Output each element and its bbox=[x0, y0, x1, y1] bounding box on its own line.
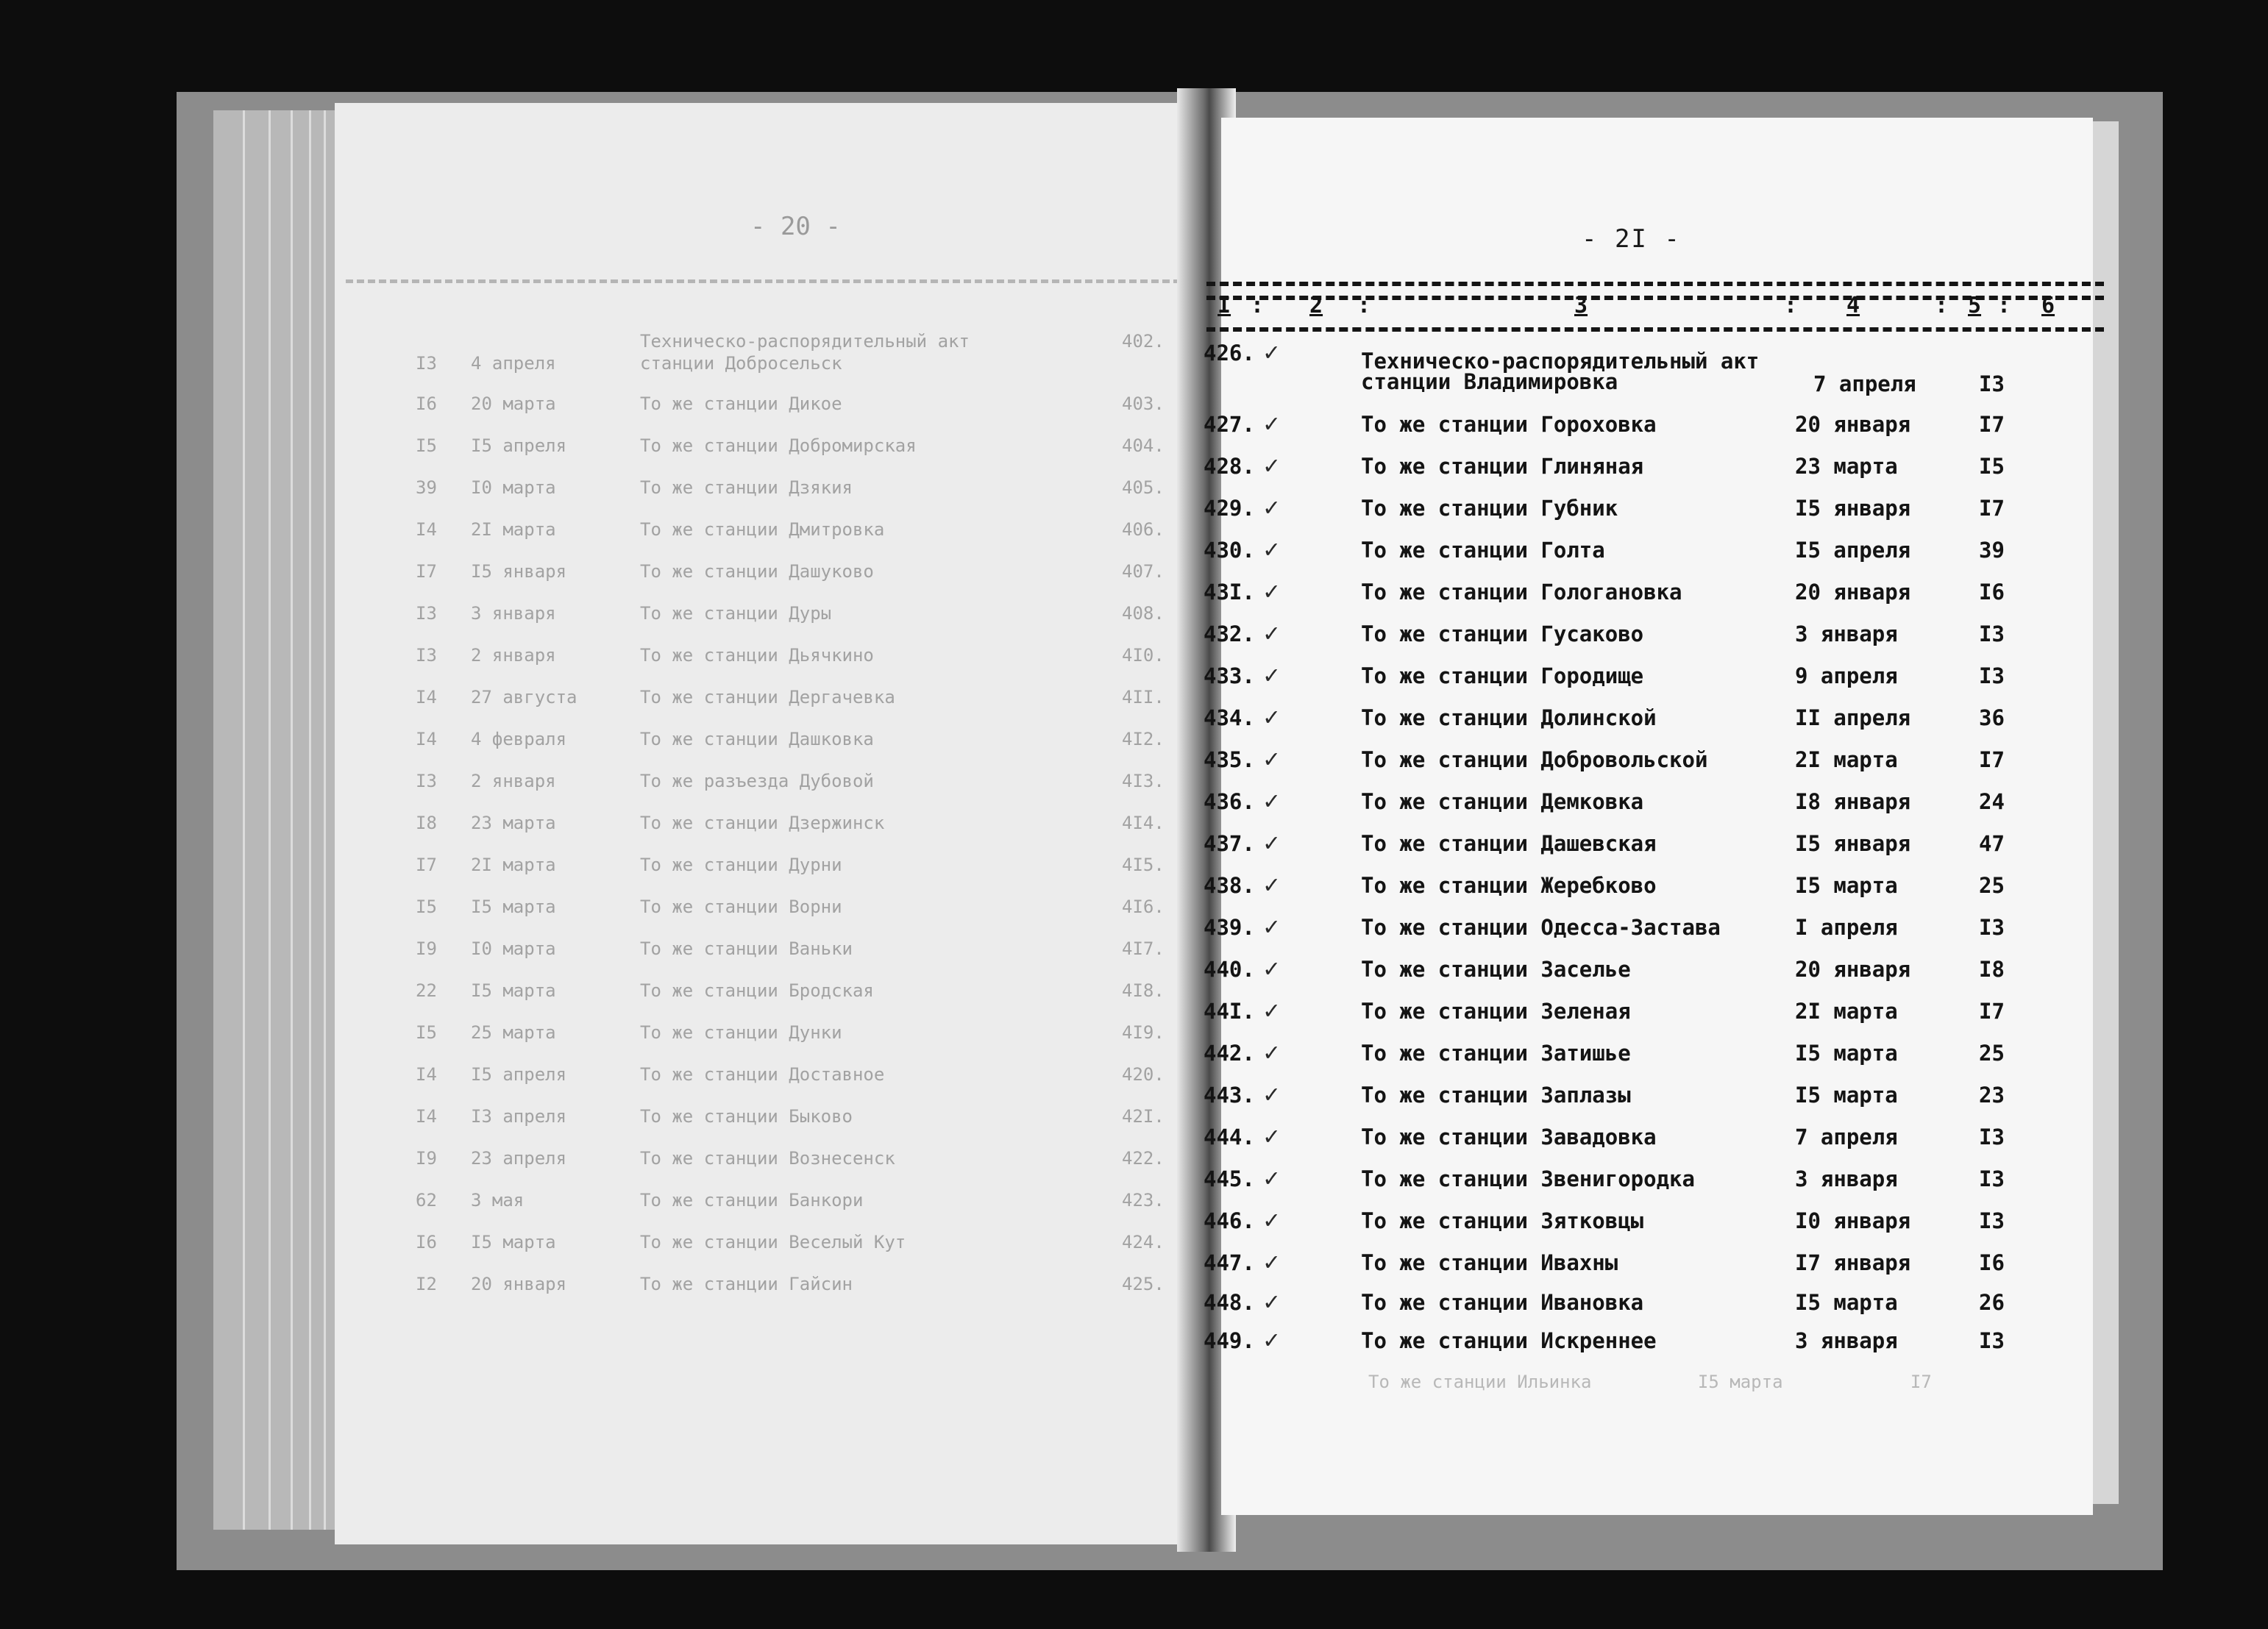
table-row bbox=[0, 451, 2268, 491]
row-date: 23 марта bbox=[1795, 454, 1898, 479]
ghost-row: 403. То же станции Дикое 20 марта I6 bbox=[416, 393, 1165, 414]
row-number: 437. bbox=[1204, 831, 1255, 856]
column-header: 3 bbox=[1574, 293, 1588, 318]
checkmark-icon: ✓ bbox=[1264, 996, 1279, 1025]
row-count: I6 bbox=[1979, 1250, 2005, 1275]
ghost-row: 4I9. То же станции Дунки 25 марта I5 bbox=[416, 1022, 1165, 1043]
row-date: 9 апреля bbox=[1795, 663, 1898, 688]
table-row bbox=[0, 409, 2268, 449]
ghost-row: 422. То же станции Вознесенск 23 апреля I9 bbox=[416, 1148, 1165, 1169]
checkmark-icon: ✓ bbox=[1264, 493, 1279, 522]
row-number: 446. bbox=[1204, 1208, 1255, 1233]
row-number: 445. bbox=[1204, 1166, 1255, 1191]
row-number: 430. bbox=[1204, 538, 1255, 563]
row-title: То же станции Завадовка bbox=[1361, 1124, 1657, 1149]
ghost-row: 423. То же станции Банкори 3 мая 62 bbox=[416, 1190, 1165, 1211]
row-count: I3 bbox=[1979, 1124, 2005, 1149]
row-title: То же станции Дашевская bbox=[1361, 831, 1657, 856]
checkmark-icon: ✓ bbox=[1264, 1122, 1279, 1151]
table-row bbox=[0, 1247, 2268, 1287]
row-title: То же станции Гусаково bbox=[1361, 621, 1644, 646]
row-number: 44I. bbox=[1204, 999, 1255, 1024]
row-title: То же станции Голта bbox=[1361, 538, 1605, 563]
next-page-bleed-through: То же станции Ильинка I5 марта I7 bbox=[1368, 1372, 1932, 1392]
row-date: II апреля bbox=[1795, 705, 1911, 730]
checkmark-icon: ✓ bbox=[1264, 702, 1279, 732]
row-count: I3 bbox=[1979, 663, 2005, 688]
row-date: 20 января bbox=[1795, 580, 1911, 605]
row-title: То же станции Искреннее bbox=[1361, 1328, 1657, 1353]
row-title: То же станции Заселье bbox=[1361, 957, 1631, 982]
ghost-row: 405. То же станции Дзякия I0 марта 39 bbox=[416, 477, 1165, 498]
row-date: 7 апреля bbox=[1795, 1124, 1898, 1149]
row-count: I8 bbox=[1979, 957, 2005, 982]
row-date: I5 января bbox=[1795, 831, 1911, 856]
row-title: То же станции Затишье bbox=[1361, 1041, 1631, 1066]
checkmark-icon: ✓ bbox=[1264, 577, 1279, 606]
checkmark-icon: ✓ bbox=[1264, 1163, 1279, 1193]
checkmark-icon: ✓ bbox=[1264, 954, 1279, 983]
row-date: 20 января bbox=[1795, 412, 1911, 437]
table-row bbox=[0, 621, 2268, 658]
row-date: I7 января bbox=[1795, 1250, 1911, 1275]
row-title: То же станции Зятковцы bbox=[1361, 1208, 1644, 1233]
row-number: 428. bbox=[1204, 454, 1255, 479]
row-date: I5 января bbox=[1795, 496, 1911, 521]
row-date: 2I марта bbox=[1795, 999, 1898, 1024]
row-title: То же станции Глиняная bbox=[1361, 454, 1644, 479]
table-row bbox=[0, 1080, 2268, 1119]
row-title: То же станции Ивановка bbox=[1361, 1290, 1644, 1315]
column-header: 6 bbox=[2041, 293, 2055, 318]
table-row bbox=[0, 912, 2268, 952]
checkmark-icon: ✓ bbox=[1264, 409, 1279, 438]
page-number: - 2I - bbox=[1582, 224, 1681, 254]
ghost-row: 4I8. То же станции Бродская I5 марта 22 bbox=[416, 980, 1165, 1001]
table-row bbox=[0, 660, 2268, 700]
row-title: То же станции Гороховка bbox=[1361, 412, 1657, 437]
column-separator: : bbox=[1357, 293, 1371, 318]
row-number: 447. bbox=[1204, 1250, 1255, 1275]
row-number: 444. bbox=[1204, 1124, 1255, 1149]
ghost-row: 4I5. То же станции Дурни 2I марта I7 bbox=[416, 855, 1165, 875]
ghost-row: 4I7. То же станции Ваньки I0 марта I9 bbox=[416, 938, 1165, 959]
ghost-row: 406. То же станции Дмитровка 2I марта I4 bbox=[416, 519, 1165, 540]
row-date: 7 апреля bbox=[1813, 371, 1916, 396]
table-row bbox=[0, 1325, 2268, 1365]
row-number: 432. bbox=[1204, 621, 1255, 646]
row-number: 43I. bbox=[1204, 580, 1255, 605]
ghost-row: 4I2. То же станции Дашковка 4 февраля I4 bbox=[416, 729, 1165, 749]
row-number: 436. bbox=[1204, 789, 1255, 814]
row-title-line: станции Владимировка bbox=[1361, 369, 1618, 394]
checkmark-icon: ✓ bbox=[1264, 451, 1279, 480]
row-date: I апреля bbox=[1795, 915, 1898, 940]
checkmark-icon: ✓ bbox=[1264, 535, 1279, 564]
row-number: 438. bbox=[1204, 873, 1255, 898]
row-number: 448. bbox=[1204, 1290, 1255, 1315]
table-row bbox=[0, 744, 2268, 784]
header-rule-top bbox=[1206, 282, 2104, 286]
table-row bbox=[0, 828, 2268, 868]
ghost-row: 4II. То же станции Дергачевка 27 августа I4 bbox=[416, 687, 1165, 707]
ghost-row: 404. То же станции Добромирская I5 апреля I5 bbox=[416, 435, 1165, 456]
row-date: 3 января bbox=[1795, 1166, 1898, 1191]
row-date: 20 января bbox=[1795, 957, 1911, 982]
row-number: 434. bbox=[1204, 705, 1255, 730]
ghost-row: 425. То же станции Гайсин 20 января I2 bbox=[416, 1274, 1165, 1294]
left-page-number: - 20 - bbox=[750, 212, 841, 241]
column-header: I bbox=[1217, 293, 1231, 318]
row-date: I0 января bbox=[1795, 1208, 1911, 1233]
checkmark-icon: ✓ bbox=[1264, 744, 1279, 774]
row-title: То же станции Жеребково bbox=[1361, 873, 1657, 898]
row-title: То же станции Одесса-Застава bbox=[1361, 915, 1721, 940]
column-header: 4 bbox=[1846, 293, 1860, 318]
checkmark-icon: ✓ bbox=[1264, 1325, 1279, 1355]
row-count: I3 bbox=[1979, 1208, 2005, 1233]
left-header-rule bbox=[346, 279, 1192, 283]
row-title: То же станции Заплазы bbox=[1361, 1083, 1631, 1108]
row-count: I6 bbox=[1979, 580, 2005, 605]
checkmark-icon: ✓ bbox=[1264, 828, 1279, 858]
row-date: I5 марта bbox=[1795, 873, 1898, 898]
table-row bbox=[0, 786, 2268, 826]
row-title: То же станции Звенигородка bbox=[1361, 1166, 1695, 1191]
table-row bbox=[0, 1163, 2268, 1203]
table-row bbox=[0, 1124, 2268, 1161]
ghost-row: 420. То же станции Доставное I5 апреля I4 bbox=[416, 1064, 1165, 1085]
row-number: 443. bbox=[1204, 1083, 1255, 1108]
checkmark-icon: ✓ bbox=[1264, 1080, 1279, 1109]
row-date: I5 марта bbox=[1795, 1041, 1898, 1066]
row-count: I5 bbox=[1979, 454, 2005, 479]
row-date: I5 марта bbox=[1795, 1290, 1898, 1315]
column-header: 5 bbox=[1968, 293, 1982, 318]
row-title: То же станции Демковка bbox=[1361, 789, 1644, 814]
row-count: I3 bbox=[1979, 621, 2005, 646]
row-count: 25 bbox=[1979, 1041, 2005, 1066]
ghost-row: 4I4. То же станции Дзержинск 23 марта I8 bbox=[416, 813, 1165, 833]
row-number: 433. bbox=[1204, 663, 1255, 688]
ghost-row: станции Добросельск 4 апреля I3 bbox=[416, 353, 842, 374]
row-number: 427. bbox=[1204, 412, 1255, 437]
row-count: 39 bbox=[1979, 538, 2005, 563]
row-date: 3 января bbox=[1795, 1328, 1898, 1353]
checkmark-icon: ✓ bbox=[1264, 1287, 1279, 1316]
row-count: 25 bbox=[1979, 873, 2005, 898]
checkmark-icon: ✓ bbox=[1264, 870, 1279, 899]
row-title: То же станции Городище bbox=[1361, 663, 1644, 688]
row-number: 442. bbox=[1204, 1041, 1255, 1066]
column-separator: : bbox=[1251, 293, 1265, 318]
ghost-row: 424. То же станции Веселый Кут I5 марта I6 bbox=[416, 1232, 1165, 1252]
row-count: I3 bbox=[1979, 1166, 2005, 1191]
row-number: 426. bbox=[1204, 341, 1255, 366]
table-row bbox=[0, 493, 2268, 532]
header-rule-bottom bbox=[1206, 327, 2104, 332]
table-row bbox=[0, 1205, 2268, 1245]
row-title: То же станции Долинской bbox=[1361, 705, 1657, 730]
ghost-row: 4I0. То же станции Дьячкино 2 января I3 bbox=[416, 645, 1165, 666]
ghost-row: 4I6. То же станции Ворни I5 марта I5 bbox=[416, 897, 1165, 917]
row-number: 449. bbox=[1204, 1328, 1255, 1353]
row-date: 2I марта bbox=[1795, 747, 1898, 772]
row-number: 435. bbox=[1204, 747, 1255, 772]
row-count: I7 bbox=[1979, 412, 2005, 437]
checkmark-icon: ✓ bbox=[1264, 660, 1279, 690]
row-number: 439. bbox=[1204, 915, 1255, 940]
checkmark-icon: ✓ bbox=[1264, 338, 1279, 367]
row-title: То же станции Гологановка bbox=[1361, 580, 1682, 605]
row-title: То же станции Добровольской bbox=[1361, 747, 1708, 772]
checkmark-icon: ✓ bbox=[1264, 1038, 1279, 1067]
row-date: I8 января bbox=[1795, 789, 1911, 814]
row-date: I5 апреля bbox=[1795, 538, 1911, 563]
row-count: 26 bbox=[1979, 1290, 2005, 1315]
ghost-row: 402. Техническо-распорядительный акт bbox=[640, 331, 1165, 352]
table-row bbox=[0, 535, 2268, 574]
row-count: 23 bbox=[1979, 1083, 2005, 1108]
row-count: 47 bbox=[1979, 831, 2005, 856]
row-title: То же станции Губник bbox=[1361, 496, 1618, 521]
row-count: 36 bbox=[1979, 705, 2005, 730]
table-row bbox=[0, 996, 2268, 1035]
row-count: I7 bbox=[1979, 496, 2005, 521]
row-title: То же станции Ивахны bbox=[1361, 1250, 1618, 1275]
row-count: 24 bbox=[1979, 789, 2005, 814]
row-count: I3 bbox=[1979, 1328, 2005, 1353]
row-title bbox=[1361, 351, 1759, 392]
column-separator: : bbox=[1997, 293, 2011, 318]
ghost-row: 407. То же станции Дашуково I5 января I7 bbox=[416, 561, 1165, 582]
row-number: 429. bbox=[1204, 496, 1255, 521]
column-header: 2 bbox=[1309, 293, 1323, 318]
ghost-row: 42I. То же станции Быково I3 апреля I4 bbox=[416, 1106, 1165, 1127]
ghost-row: 4I3. То же разъезда Дубовой 2 января I3 bbox=[416, 771, 1165, 791]
row-date: 3 января bbox=[1795, 621, 1898, 646]
row-count: I3 bbox=[1979, 371, 2005, 396]
row-count: I7 bbox=[1979, 747, 2005, 772]
checkmark-icon: ✓ bbox=[1264, 619, 1279, 648]
row-date: I5 марта bbox=[1795, 1083, 1898, 1108]
checkmark-icon: ✓ bbox=[1264, 786, 1279, 816]
row-title: То же станции Зеленая bbox=[1361, 999, 1631, 1024]
checkmark-icon: ✓ bbox=[1264, 1205, 1279, 1235]
table-row bbox=[0, 577, 2268, 616]
table-row bbox=[0, 954, 2268, 994]
ghost-row: 408. То же станции Дуры 3 января I3 bbox=[416, 603, 1165, 624]
table-row bbox=[0, 1287, 2268, 1327]
row-number: 440. bbox=[1204, 957, 1255, 982]
row-title-line: Техническо-распорядительный акт bbox=[1361, 349, 1760, 374]
column-separator: : bbox=[1935, 293, 1949, 318]
row-count: I3 bbox=[1979, 915, 2005, 940]
table-row bbox=[0, 870, 2268, 910]
table-row bbox=[0, 702, 2268, 742]
table-row bbox=[0, 1038, 2268, 1077]
column-separator: : bbox=[1784, 293, 1798, 318]
row-count: I7 bbox=[1979, 999, 2005, 1024]
checkmark-icon: ✓ bbox=[1264, 912, 1279, 941]
checkmark-icon: ✓ bbox=[1264, 1247, 1279, 1277]
